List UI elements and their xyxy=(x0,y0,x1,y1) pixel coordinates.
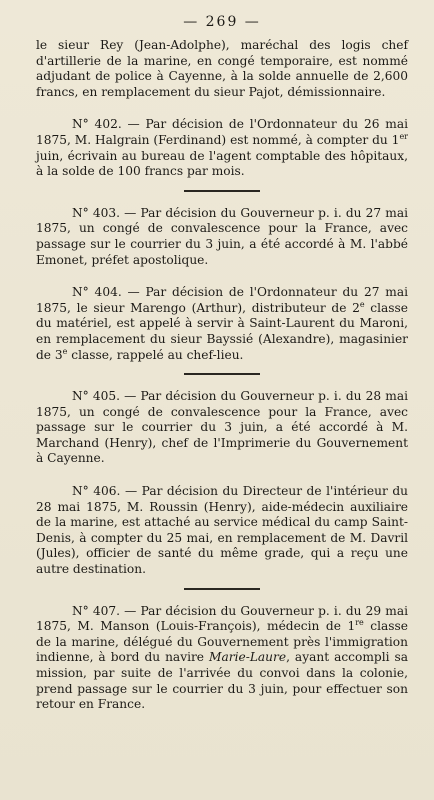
decision-404-text-a: N° 404. — Par décision de l'Ordonnateur du 27 mai 1875, le sieur Marengo (Arthur), distributeur de 2 xyxy=(36,285,408,315)
paragraph-decision-407 xyxy=(36,604,408,713)
decision-404-text-b: classe du matériel, est appelé à servir à Saint-Laurent du Maroni, en remplacement du sieur Bayssié (Alexandre), magasinier de 3 xyxy=(36,300,408,362)
paragraph-decision-404 xyxy=(36,285,408,363)
decision-407-text-c: , ayant accompli sa mission, par suite de l'arrivée du convoi dans la colonie, prend passage sur le courrier du 3 juin, pour effectuer son retour en France. xyxy=(36,650,408,712)
paragraph-gap xyxy=(36,100,408,117)
paragraph-gap xyxy=(36,268,408,285)
separator-rule xyxy=(184,588,260,590)
separator-rule xyxy=(184,373,260,375)
decision-402-text-a: N° 402. — Par décision de l'Ordonnateur du 26 mai 1875, M. Halgrain (Ferdinand) est nommé, à compter du 1 xyxy=(36,117,408,147)
decision-404-superscript-1: e xyxy=(359,299,365,309)
paragraph-decision-403: N° 403. — Par décision du Gouverneur p. i. du 27 mai 1875, un congé de convalescence pour la France, avec passage sur le courrier du 3 juin, a été accordé à M. l'abbé Emonet, préfet apostolique. xyxy=(36,205,408,267)
decision-407-text-b: classe de la marine, délégué du Gouvernement près l'immigration indienne, à bord du navire xyxy=(36,619,409,665)
ship-name: Marie-Laure xyxy=(209,650,287,665)
decision-407-text-a: N° 407. — Par décision du Gouverneur p. i. du 29 mai 1875, M. Manson (Louis-François), médecin de 1 xyxy=(36,603,408,634)
paragraph-decision-405: N° 405. — Par décision du Gouverneur p. i. du 28 mai 1875, un congé de convalescence pour la France, avec passage sur le courrier du 3 juin, a été accordé à M. Marchand (Henry), chef de l'Imprimerie du Gouvernement à Cayenne. xyxy=(36,389,408,466)
page-number: — 269 — xyxy=(183,14,261,30)
paragraph-decision-406: N° 406. — Par décision du Directeur de l'intérieur du 28 mai 1875, M. Roussin (Henry), aide-médecin auxiliaire de la marine, est attaché au service médical du camp Saint-Denis, à compter du 25 mai, en remplacement de M. Davril (Jules), officier de santé du même grade, qui a reçu une autre destination. xyxy=(36,484,408,577)
decision-402-text-b: juin, écrivain au bureau de l'agent comptable des hôpitaux, à la solde de 100 francs par mois. xyxy=(36,148,408,179)
paragraph-continuation: le sieur Rey (Jean-Adolphe), maréchal des logis chef d'artillerie de la marine, en congé temporaire, est nommé adjudant de police à Cayenne, à la solde annuelle de 2,600 francs, en remplacement du sieur Pajot, démissionnaire. xyxy=(36,38,408,99)
paragraph-decision-402 xyxy=(36,117,408,179)
paragraph-gap xyxy=(36,467,408,484)
decision-404-text-c: classe, rappelé au chef-lieu. xyxy=(67,347,244,362)
decision-404-superscript-2: e xyxy=(62,346,68,356)
separator-rule xyxy=(184,190,260,192)
decision-402-superscript: er xyxy=(399,131,408,141)
decision-407-superscript: re xyxy=(355,618,364,628)
